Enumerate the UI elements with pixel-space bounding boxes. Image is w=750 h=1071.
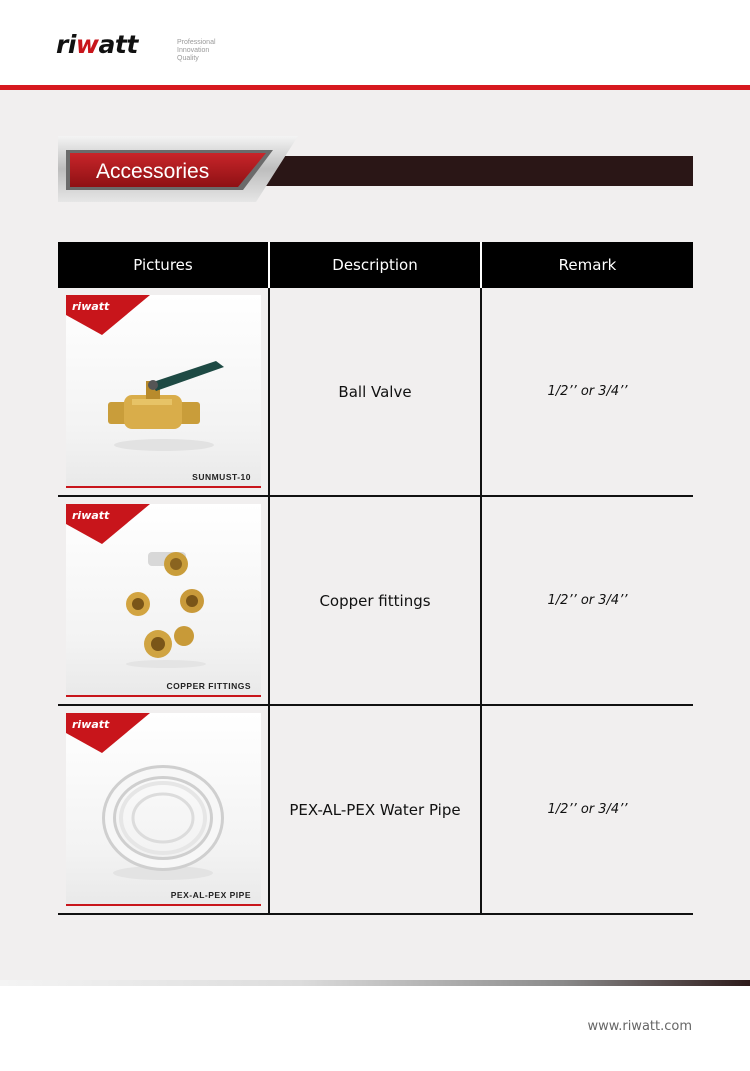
website-link[interactable]: www.riwatt.com [587,1019,692,1034]
image-badge-label: riwatt [72,509,110,522]
description-cell: Ball Valve [338,382,412,401]
column-header-remark: Remark [558,256,617,274]
remark-cell: 1/2’’ or 3/4’’ [547,384,628,399]
table-row [58,497,693,706]
section-banner-bar [232,156,693,186]
footer-divider [0,980,750,986]
tagline-line: Professional [177,39,216,46]
image-underline [66,486,261,488]
pipe-coil-image [66,713,261,906]
table-row [58,706,693,915]
tagline-line: Innovation [177,47,210,54]
image-badge-label: riwatt [72,300,110,313]
ball-valve-image [66,295,261,488]
image-caption: SUNMUST-10 [192,472,251,482]
image-caption: PEX-AL-PEX PIPE [170,890,251,900]
image-underline [66,695,261,697]
tagline-line: Quality [177,55,199,62]
brand-tagline [177,39,216,63]
table-row [58,288,693,497]
table-header [58,242,693,288]
page-header [0,0,750,88]
section-title: Accessories [96,160,210,183]
column-header-pictures: Pictures [133,256,193,274]
image-badge-label: riwatt [72,718,110,731]
description-cell: Copper fittings [319,591,431,610]
description-cell: PEX-AL-PEX Water Pipe [289,800,461,819]
image-caption: COPPER FITTINGS [166,681,251,691]
image-underline [66,904,261,906]
copper-fittings-image [66,504,261,697]
column-header-description: Description [332,256,418,274]
remark-cell: 1/2’’ or 3/4’’ [547,593,628,608]
brand-logo: riwatt [56,30,138,59]
remark-cell: 1/2’’ or 3/4’’ [547,802,628,817]
